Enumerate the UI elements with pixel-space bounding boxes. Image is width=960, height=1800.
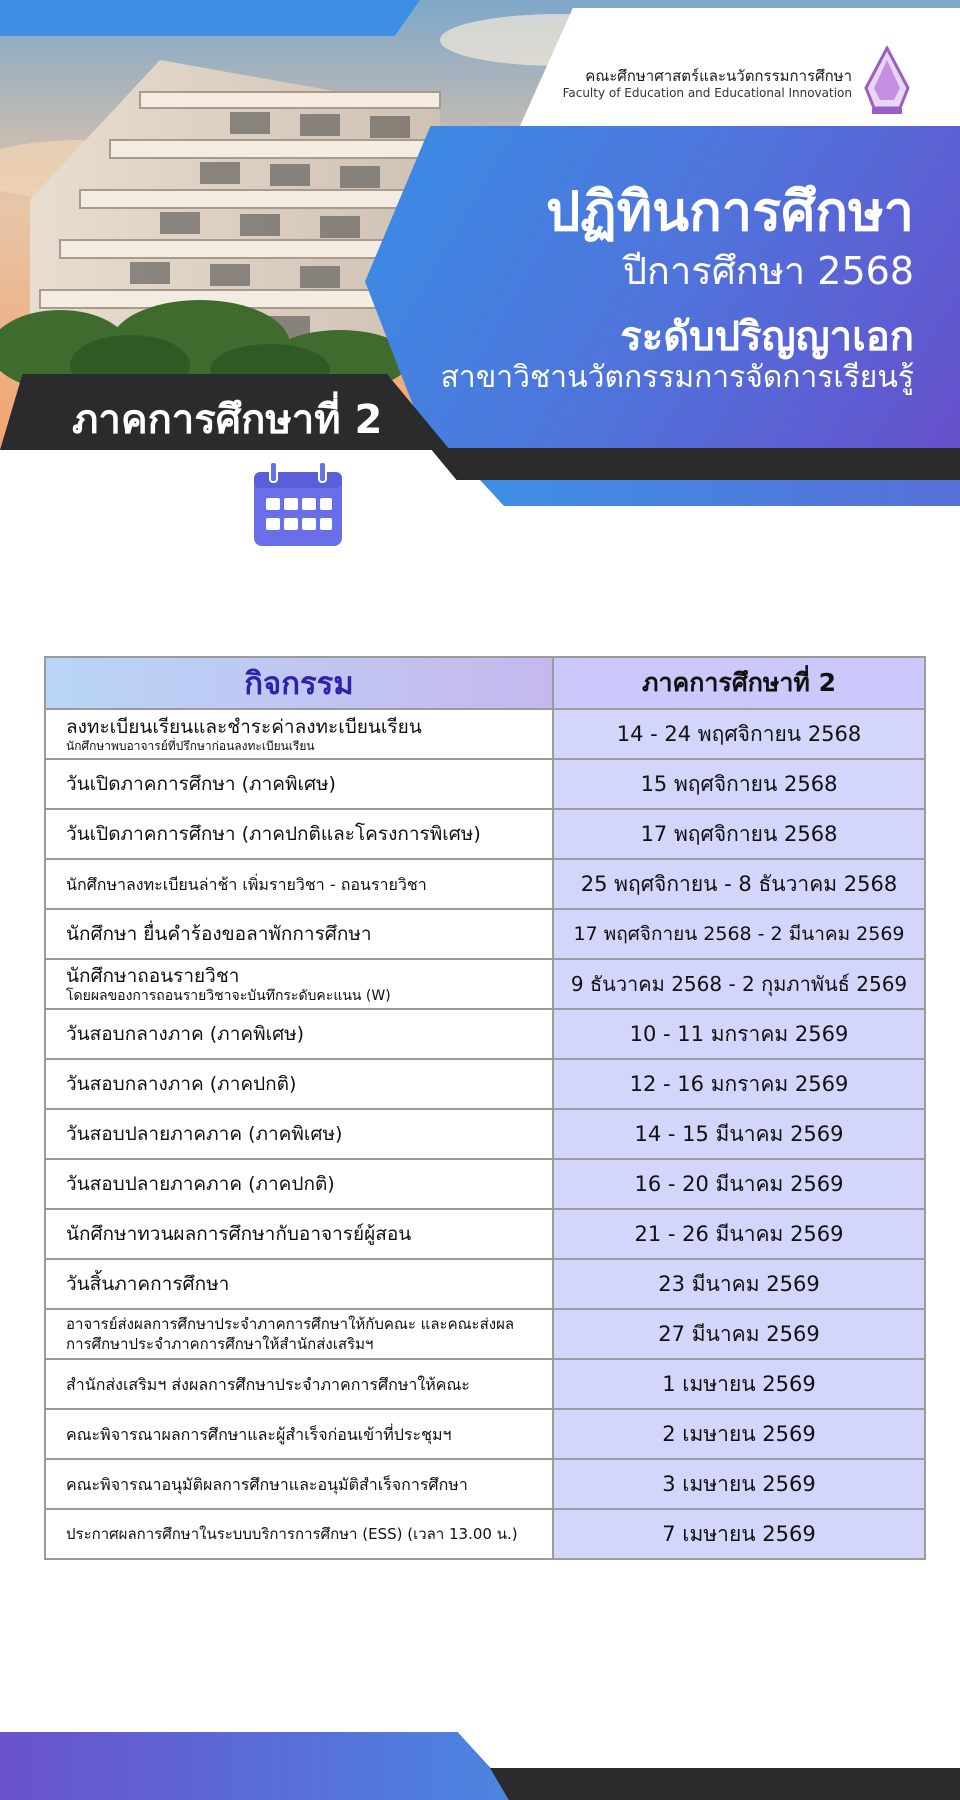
activity-text: ลงทะเบียนเรียนและชำระค่าลงทะเบียนเรียน <box>66 715 422 738</box>
page-title: ปฏิทินการศึกษา <box>546 180 914 243</box>
activity-text: นักศึกษา ยื่นคำร้องขอลาพักการศึกษา <box>66 922 372 945</box>
table-row <box>45 1109 925 1159</box>
date-cell: 14 - 15 มีนาคม 2569 <box>553 1109 925 1159</box>
table-row <box>45 1409 925 1459</box>
date-cell: 17 พฤศจิกายน 2568 <box>553 809 925 859</box>
column-header-activity: กิจกรรม <box>45 657 553 709</box>
activity-text: ประกาศผลการศึกษาในระบบบริการการศึกษา (ESS) (เวลา 13.00 น.) <box>66 1524 518 1543</box>
column-header-semester: ภาคการศึกษาที่ 2 <box>553 657 925 709</box>
activity-cell <box>45 1009 553 1059</box>
date-cell: 15 พฤศจิกายน 2568 <box>553 759 925 809</box>
date-cell: 12 - 16 มกราคม 2569 <box>553 1059 925 1109</box>
activity-cell <box>45 709 553 759</box>
date-cell: 25 พฤศจิกายน - 8 ธันวาคม 2568 <box>553 859 925 909</box>
date-cell: 3 เมษายน 2569 <box>553 1459 925 1509</box>
table-row <box>45 809 925 859</box>
activity-cell <box>45 759 553 809</box>
activity-text: คณะพิจารณาผลการศึกษาและผู้สำเร็จก่อนเข้าที่ประชุมฯ <box>66 1424 452 1444</box>
activity-cell <box>45 1259 553 1309</box>
date-cell: 16 - 20 มีนาคม 2569 <box>553 1159 925 1209</box>
activity-text: วันสอบกลางภาค (ภาคพิเศษ) <box>66 1022 305 1045</box>
academic-year: ปีการศึกษา 2568 <box>622 249 914 293</box>
activity-note: นักศึกษาพบอาจารย์ที่ปรึกษาก่อนลงทะเบียนเรียน <box>66 738 315 753</box>
activity-text: สำนักส่งเสริมฯ ส่งผลการศึกษาประจำภาคการศึกษาให้คณะ <box>66 1374 470 1394</box>
table-row <box>45 1009 925 1059</box>
activity-text: วันสอบปลายภาคภาค (ภาคพิเศษ) <box>66 1122 343 1145</box>
activity-text: คณะพิจารณาอนุมัติผลการศึกษาและอนุมัติสำเร็จการศึกษา <box>66 1474 468 1494</box>
footer-gradient-band <box>0 1732 520 1800</box>
activity-cell <box>45 1459 553 1509</box>
date-cell: 10 - 11 มกราคม 2569 <box>553 1009 925 1059</box>
activity-text: นักศึกษาทวนผลการศึกษากับอาจารย์ผู้สอน <box>66 1222 412 1245</box>
activity-text: นักศึกษาถอนรายวิชา <box>66 964 240 987</box>
activity-cell <box>45 1509 553 1559</box>
activity-cell <box>45 1059 553 1109</box>
activity-cell <box>45 1309 553 1359</box>
activity-cell <box>45 1209 553 1259</box>
faculty-name-english: Faculty of Education and Educational Innovation <box>562 86 852 100</box>
date-cell: 23 มีนาคม 2569 <box>553 1259 925 1309</box>
table-row <box>45 1509 925 1559</box>
calendar-icon <box>250 462 346 548</box>
faculty-emblem-icon <box>858 46 916 118</box>
activity-text: วันสิ้นภาคการศึกษา <box>66 1272 230 1295</box>
activity-cell <box>45 859 553 909</box>
activity-text: วันสอบกลางภาค (ภาคปกติ) <box>66 1072 297 1095</box>
header-dark-band <box>430 448 960 480</box>
table-row <box>45 909 925 959</box>
date-cell: 7 เมษายน 2569 <box>553 1509 925 1559</box>
date-cell: 2 เมษายน 2569 <box>553 1409 925 1459</box>
semester-banner-text: ภาคการศึกษาที่ 2 <box>72 397 383 443</box>
activity-cell <box>45 1359 553 1409</box>
table-row <box>45 859 925 909</box>
date-cell: 1 เมษายน 2569 <box>553 1359 925 1409</box>
table-row <box>45 959 925 1009</box>
faculty-name-thai: คณะศึกษาศาสตร์และนวัตกรรมการศึกษา <box>585 67 852 85</box>
table-row <box>45 1309 925 1359</box>
degree-level: ระดับปริญญาเอก <box>620 314 914 360</box>
activity-text-line2: การศึกษาประจำภาคการศึกษาให้สำนักส่งเสริมฯ <box>66 1335 374 1353</box>
table-row <box>45 1459 925 1509</box>
activity-cell <box>45 1409 553 1459</box>
activity-text: อาจารย์ส่งผลการศึกษาประจำภาคการศึกษาให้กับคณะ และคณะส่งผล <box>66 1315 515 1333</box>
date-cell: 27 มีนาคม 2569 <box>553 1309 925 1359</box>
table-row <box>45 1059 925 1109</box>
table-row <box>45 1359 925 1409</box>
table-row <box>45 1159 925 1209</box>
header-blue-band <box>480 480 960 506</box>
program-name: สาขาวิชานวัตกรรมการจัดการเรียนรู้ <box>440 360 914 395</box>
table-row <box>45 759 925 809</box>
activity-note: โดยผลของการถอนรายวิชาจะบันทึกระดับคะแนน (W) <box>66 987 391 1004</box>
date-cell: 17 พฤศจิกายน 2568 - 2 มีนาคม 2569 <box>553 909 925 959</box>
table-row <box>45 1259 925 1309</box>
activity-cell <box>45 1159 553 1209</box>
academic-calendar-table <box>44 656 926 1560</box>
table-row <box>45 1209 925 1259</box>
activity-text: วันเปิดภาคการศึกษา (ภาคปกติและโครงการพิเศษ) <box>66 822 481 845</box>
table-row <box>45 709 925 759</box>
activity-cell <box>45 1109 553 1159</box>
activity-text: นักศึกษาลงทะเบียนล่าช้า เพิ่มรายวิชา - ถอนรายวิชา <box>66 874 427 894</box>
activity-cell <box>45 959 553 1009</box>
top-accent-strip <box>0 0 420 36</box>
date-cell: 14 - 24 พฤศจิกายน 2568 <box>553 709 925 759</box>
activity-cell <box>45 809 553 859</box>
activity-cell <box>45 909 553 959</box>
footer-dark-band <box>490 1768 960 1800</box>
date-cell: 21 - 26 มีนาคม 2569 <box>553 1209 925 1259</box>
table-header-row <box>45 657 925 709</box>
activity-text: วันเปิดภาคการศึกษา (ภาคพิเศษ) <box>66 772 336 795</box>
activity-text: วันสอบปลายภาคภาค (ภาคปกติ) <box>66 1172 335 1195</box>
date-cell: 9 ธันวาคม 2568 - 2 กุมภาพันธ์ 2569 <box>553 959 925 1009</box>
